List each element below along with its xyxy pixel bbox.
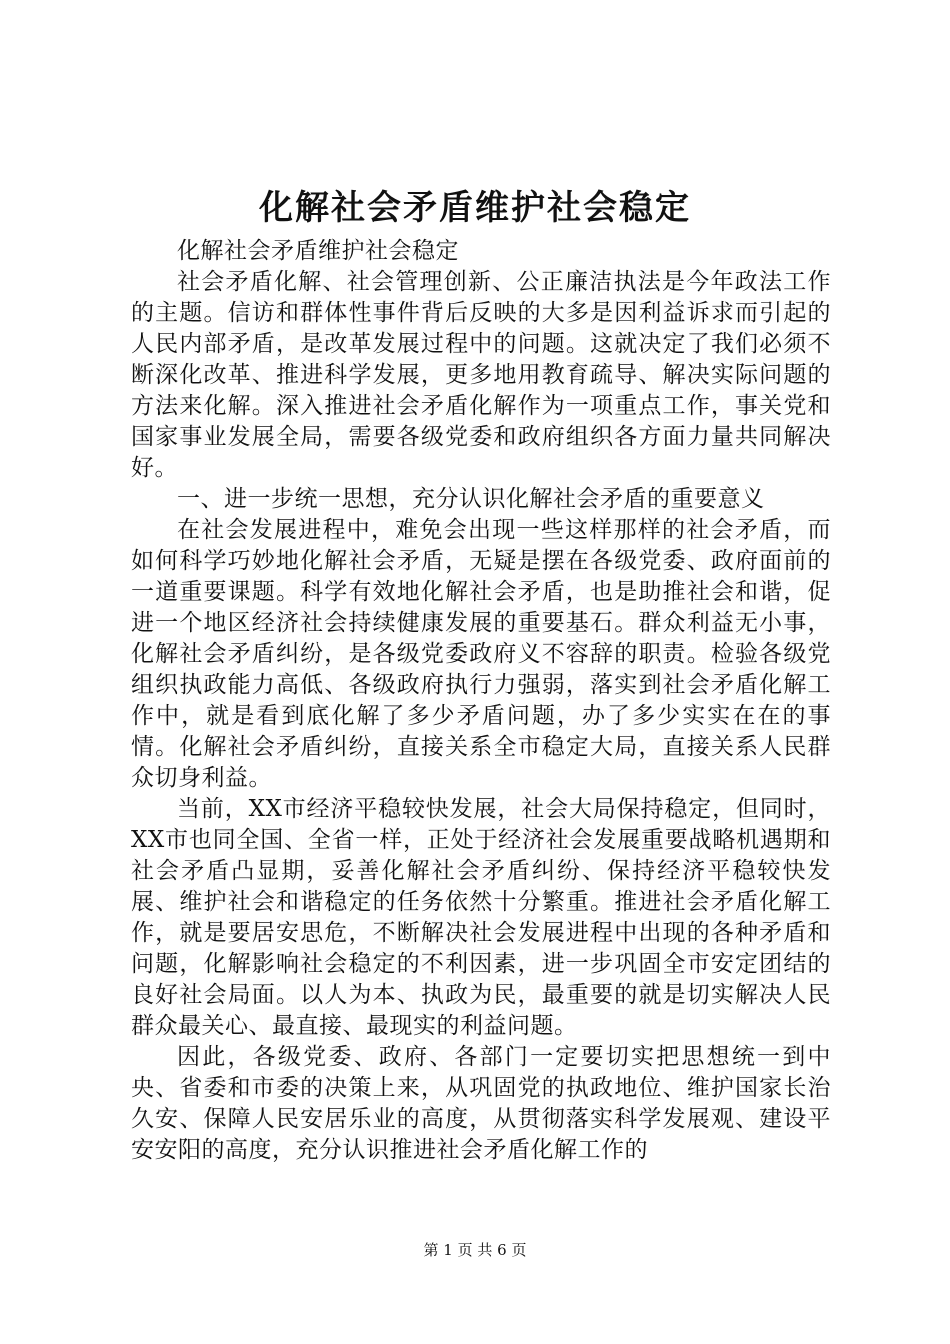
paragraph: 社会矛盾化解、社会管理创新、公正廉洁执法是今年政法工作的主题。信访和群体性事件背后反映的大多是因利益诉求而引起的人民内部矛盾，是改革发展过程中的问题。这就决定了我们必须不断深化改革、推进科学发展，更多地用教育疏导、解决实际问题的方法来化解。深入推进社会矛盾化解作为一项重点工作，事关党和国家事业发展全局，需要各级党委和政府组织各方面力量共同解决好。: [131, 269, 831, 481]
paragraph: 因此，各级党委、政府、各部门一定要切实把思想统一到中央、省委和市委的决策上来，从巩固党的执政地位、维护国家长治久安、保障人民安居乐业的高度，从贯彻落实科学发展观、建设平安安阳的高度，充分认识推进社会矛盾化解工作的: [131, 1044, 831, 1163]
section-heading: 一、进一步统一思想，充分认识化解社会矛盾的重要意义: [177, 486, 765, 512]
paragraph: 当前，XX市经济平稳较快发展，社会大局保持稳定，但同时，XX市也同全国、全省一样，正处于经济社会发展重要战略机遇期和社会矛盾凸显期，妥善化解社会矛盾纠纷、保持经济平稳较快发展、维护社会和谐稳定的任务依然十分繁重。推进社会矛盾化解工作，就是要居安思危，不断解决社会发展进程中出现的各种矛盾和问题，化解影响社会稳定的不利因素，进一步巩固全市安定团结的良好社会局面。以人为本、执政为民，最重要的就是切实解决人民群众最关心、最直接、最现实的利益问题。: [131, 796, 831, 1039]
document-title: 化解社会矛盾维护社会稳定: [259, 188, 691, 228]
document-body: [131, 236, 831, 1166]
paragraph-subtitle: 化解社会矛盾维护社会稳定: [177, 238, 459, 264]
paragraph: 在社会发展进程中，难免会出现一些这样那样的社会矛盾，而如何科学巧妙地化解社会矛盾，无疑是摆在各级党委、政府面前的一道重要课题。科学有效地化解社会矛盾，也是助推社会和谐，促进一个地区经济社会持续健康发展的重要基石。群众利益无小事，化解社会矛盾纠纷，是各级党委政府义不容辞的职责。检验各级党组织执政能力高低、各级政府执行力强弱，落实到社会矛盾化解工作中，就是看到底化解了多少矛盾问题，办了多少实实在在的事情。化解社会矛盾纠纷，直接关系全市稳定大局，直接关系人民群众切身利益。: [131, 517, 831, 791]
page-footer: 第 1 页 共 6 页: [423, 1241, 527, 1259]
